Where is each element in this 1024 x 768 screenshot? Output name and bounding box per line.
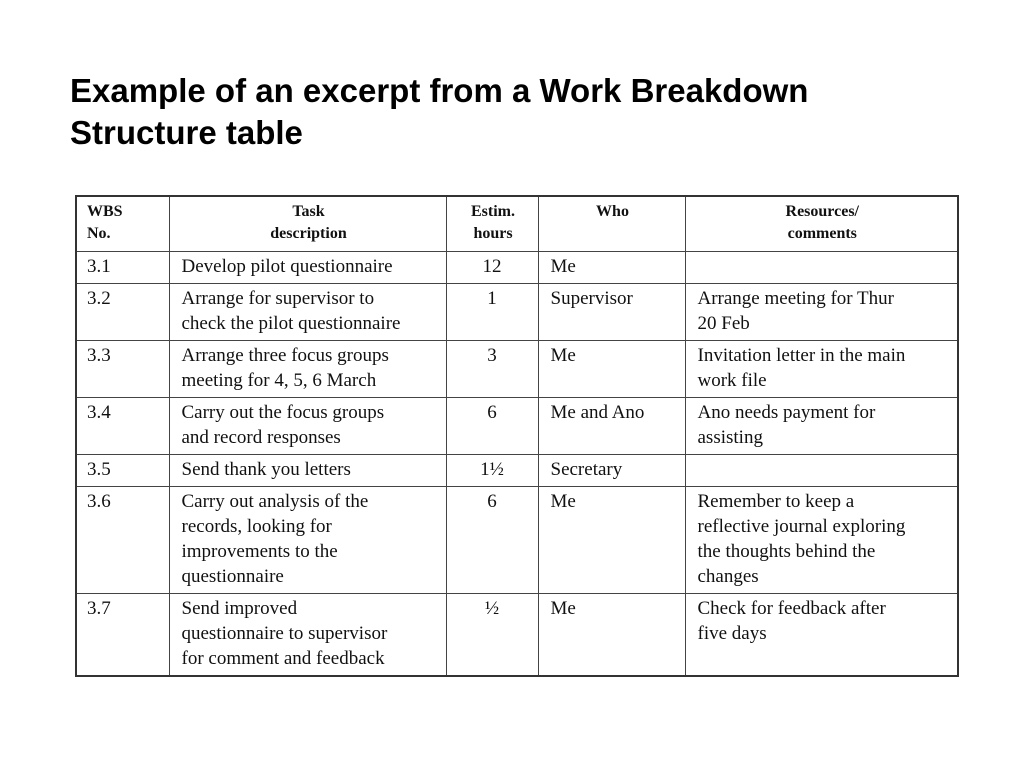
cell-wbs-no: 3.7 — [76, 594, 169, 677]
cell-comments-text: Remember to keep a reflective journal exploring the thoughts behind the changes — [697, 491, 906, 587]
cell-hours: 12 — [446, 252, 538, 284]
header-estim-line-2: hours — [473, 225, 513, 242]
cell-task-text: Arrange three focus groups meeting for 4, 5, 6 March — [181, 345, 389, 391]
cell-hours: 3 — [446, 341, 538, 398]
cell-who: Me — [538, 252, 685, 284]
cell-task-text: Carry out analysis of the records, looking for improvements to the questionnaire — [181, 491, 369, 587]
header-task-line-1: Task — [292, 203, 325, 220]
cell-task-text: Carry out the focus groups and record responses — [181, 402, 385, 448]
cell-wbs-no: 3.2 — [76, 284, 169, 341]
cell-who: Me — [538, 594, 685, 677]
cell-hours: ½ — [446, 594, 538, 677]
header-resources-line-2: comments — [787, 225, 857, 242]
table-row — [76, 594, 958, 677]
table-row — [76, 284, 958, 341]
cell-hours: 6 — [446, 487, 538, 594]
cell-task-text: Develop pilot questionnaire — [181, 256, 393, 277]
cell-comments-text: Ano needs payment for assisting — [697, 402, 876, 448]
cell-who: Supervisor — [538, 284, 685, 341]
cell-task — [169, 341, 446, 398]
table-row — [76, 455, 958, 487]
slide-title-line-2: Structure table — [70, 114, 303, 151]
header-wbs-no — [76, 196, 169, 252]
table-header-row — [76, 196, 958, 252]
cell-task — [169, 455, 446, 487]
cell-comments-text: Check for feedback after five days — [697, 598, 886, 644]
cell-task — [169, 594, 446, 677]
cell-task-text: Send thank you letters — [181, 459, 351, 480]
cell-task — [169, 252, 446, 284]
cell-task — [169, 284, 446, 341]
cell-task — [169, 487, 446, 594]
header-wbs-line-1: WBS — [87, 203, 123, 220]
slide-title — [70, 70, 990, 154]
header-estim-line-1: Estim. — [471, 203, 515, 220]
cell-comments — [685, 594, 958, 677]
cell-comments-text: Invitation letter in the main work file — [697, 345, 906, 391]
cell-comments-text: Arrange meeting for Thur 20 Feb — [697, 288, 894, 334]
header-estim-hours — [446, 196, 538, 252]
cell-wbs-no: 3.3 — [76, 341, 169, 398]
cell-hours: 6 — [446, 398, 538, 455]
cell-wbs-no: 3.1 — [76, 252, 169, 284]
header-who-line-1: Who — [596, 203, 629, 220]
wbs-table — [75, 195, 959, 677]
cell-hours: 1½ — [446, 455, 538, 487]
header-task-description — [169, 196, 446, 252]
cell-comments — [685, 341, 958, 398]
header-task-line-2: description — [270, 225, 347, 242]
cell-wbs-no: 3.6 — [76, 487, 169, 594]
table-row — [76, 341, 958, 398]
cell-comments — [685, 455, 958, 487]
header-resources-comments — [685, 196, 958, 252]
table-row — [76, 487, 958, 594]
cell-who: Me — [538, 487, 685, 594]
cell-comments — [685, 398, 958, 455]
header-wbs-line-2: No. — [87, 225, 111, 242]
cell-comments — [685, 252, 958, 284]
header-resources-line-1: Resources/ — [785, 203, 859, 220]
table-row — [76, 252, 958, 284]
cell-wbs-no: 3.5 — [76, 455, 169, 487]
table-row — [76, 398, 958, 455]
header-who — [538, 196, 685, 252]
cell-who: Me and Ano — [538, 398, 685, 455]
cell-who: Secretary — [538, 455, 685, 487]
cell-comments — [685, 487, 958, 594]
cell-hours: 1 — [446, 284, 538, 341]
slide-title-line-1: Example of an excerpt from a Work Breakdown — [70, 72, 809, 109]
cell-task-text: Arrange for supervisor to check the pilot questionnaire — [181, 288, 401, 334]
cell-comments — [685, 284, 958, 341]
cell-task-text: Send improved questionnaire to supervisor for comment and feedback — [181, 598, 388, 669]
cell-task — [169, 398, 446, 455]
cell-wbs-no: 3.4 — [76, 398, 169, 455]
cell-who: Me — [538, 341, 685, 398]
